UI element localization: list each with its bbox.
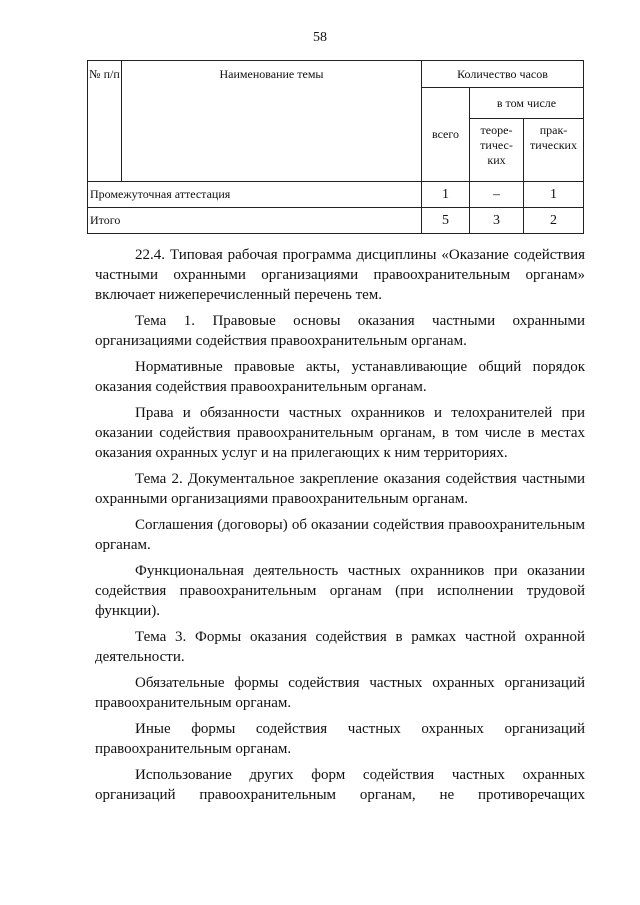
header-including: в том числе xyxy=(470,88,584,119)
paragraph: Обязательные формы содействия частных охранных организаций правоохранительным органам. xyxy=(95,675,585,711)
paragraph: Функциональная деятельность частных охранников при оказании содействия правоохранительным органам (при исполнении трудовой функции). xyxy=(95,563,585,619)
row-practice: 1 xyxy=(524,182,584,208)
paragraph: Иные формы содействия частных охранных организаций правоохранительным органам. xyxy=(95,721,585,757)
paragraph: Тема 1. Правовые основы оказания частными охранными организациями содействия правоохранительным органам. xyxy=(95,313,585,349)
row-practice: 2 xyxy=(524,208,584,234)
page-number: 58 xyxy=(313,30,327,45)
row-theory: – xyxy=(470,182,524,208)
table-row xyxy=(88,208,584,234)
header-name: Наименование темы xyxy=(122,61,422,182)
header-total: всего xyxy=(422,88,470,182)
paragraph: Использование других форм содействия частных охранных организаций правоохранительным органам, не противоречащих xyxy=(95,767,585,803)
row-total: 1 xyxy=(422,182,470,208)
header-hours: Количество часов xyxy=(422,61,584,88)
paragraph: 22.4. Типовая рабочая программа дисциплины «Оказание содействия частными охранными организациями правоохранительным органам» включает нижеперечисленный перечень тем. xyxy=(95,247,585,303)
row-name: Промежуточная аттестация xyxy=(88,182,422,208)
row-total: 5 xyxy=(422,208,470,234)
paragraph: Права и обязанности частных охранников и телохранителей при оказании содействия правоохранительным органам, в том числе в местах оказания охранных услуг и на прилегающих к ним территориях. xyxy=(95,405,585,461)
body-text xyxy=(95,245,585,811)
paragraph: Нормативные правовые акты, устанавливающие общий порядок оказания содействия правоохранительным органам. xyxy=(95,359,585,395)
row-name: Итого xyxy=(88,208,422,234)
header-practice: прак- тических xyxy=(524,119,584,182)
header-num: № п/п xyxy=(88,61,122,182)
hours-table xyxy=(87,60,584,234)
table-row xyxy=(88,182,584,208)
header-theory: теоре- тичес- ких xyxy=(470,119,524,182)
row-theory: 3 xyxy=(470,208,524,234)
paragraph: Тема 3. Формы оказания содействия в рамках частной охранной деятельности. xyxy=(95,629,585,665)
paragraph: Тема 2. Документальное закрепление оказания содействия частными охранными организациями правоохранительным органам. xyxy=(95,471,585,507)
paragraph: Соглашения (договоры) об оказании содействия правоохранительным органам. xyxy=(95,517,585,553)
